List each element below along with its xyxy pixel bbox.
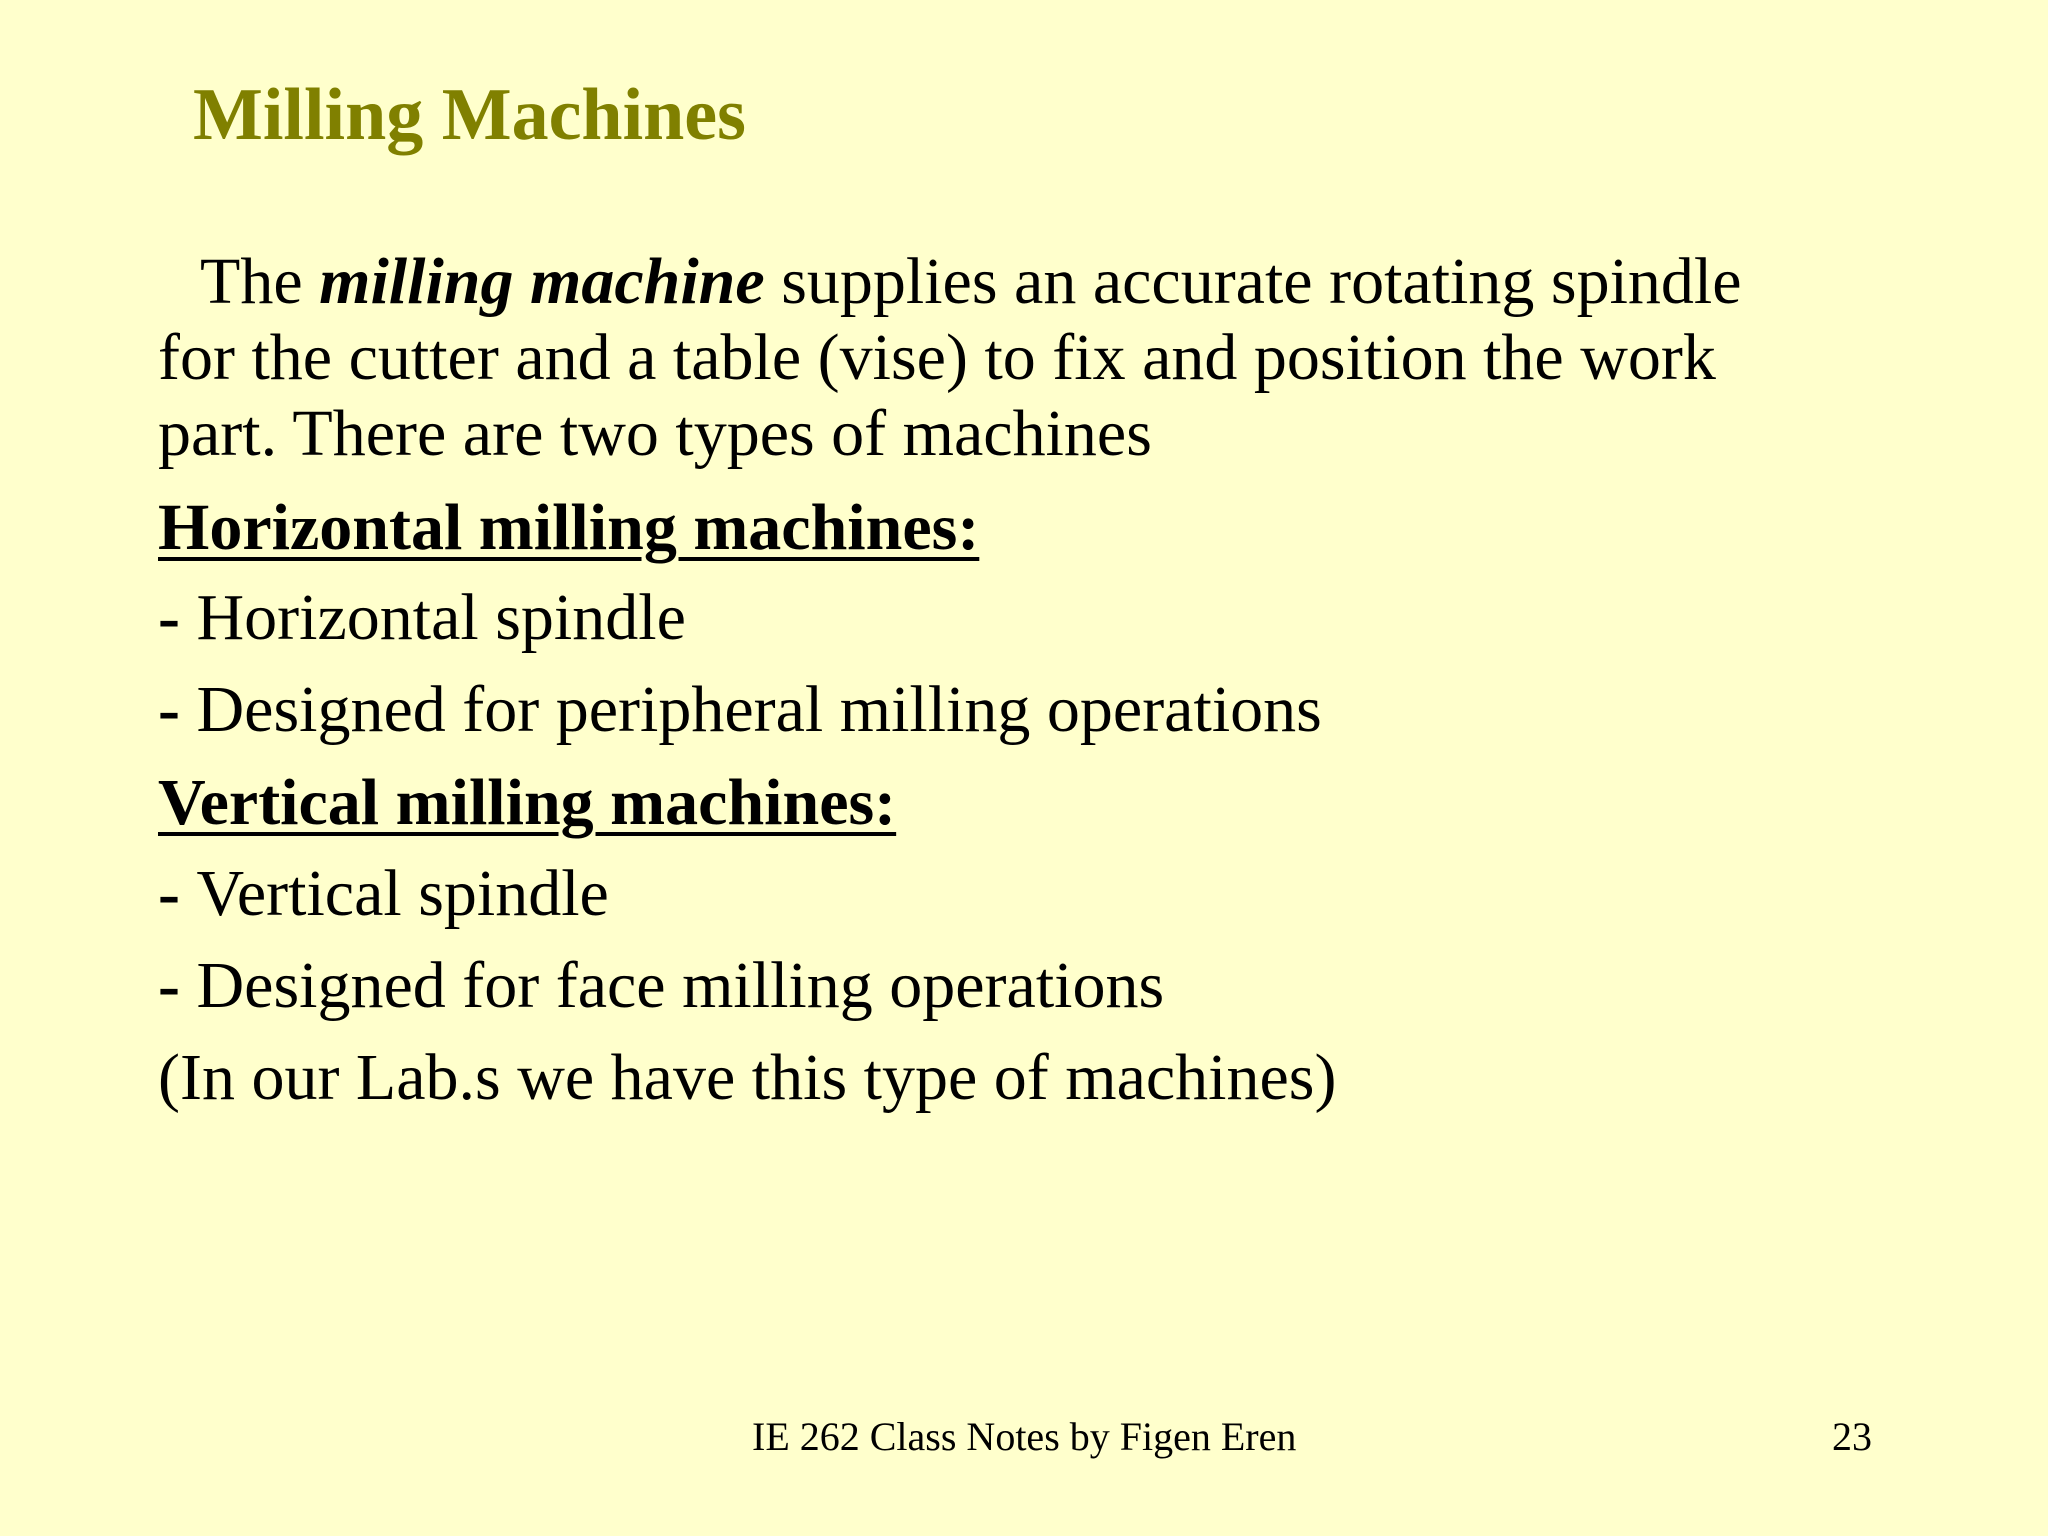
bullet-dash: - bbox=[158, 581, 197, 654]
bullet-text: Horizontal spindle bbox=[196, 581, 686, 654]
intro-emphasis: milling machine bbox=[319, 245, 765, 318]
horizontal-bullet-2 bbox=[158, 672, 1322, 748]
bullet-text: Designed for peripheral milling operations bbox=[196, 673, 1322, 746]
intro-line-1 bbox=[158, 244, 1858, 320]
bullet-text: Vertical spindle bbox=[196, 857, 609, 930]
vertical-machines-heading: Vertical milling machines: bbox=[158, 766, 897, 839]
vertical-bullet-1 bbox=[158, 856, 609, 932]
slide-footer: IE 262 Class Notes by Figen Eren bbox=[752, 1414, 1297, 1459]
bullet-text: Designed for face milling operations bbox=[196, 949, 1165, 1022]
horizontal-bullet-1 bbox=[158, 580, 686, 656]
slide-title: Milling Machines bbox=[193, 74, 746, 156]
page-number: 23 bbox=[1832, 1414, 1872, 1459]
intro-line-3: part. There are two types of machines bbox=[158, 397, 1152, 470]
intro-suffix: supplies an accurate rotating spindle bbox=[764, 245, 1742, 318]
vertical-bullet-2 bbox=[158, 948, 1164, 1024]
bullet-dash: - bbox=[158, 857, 197, 930]
intro-line-2: for the cutter and a table (vise) to fix and position the work bbox=[158, 321, 1716, 394]
horizontal-machines-heading: Horizontal milling machines: bbox=[158, 491, 980, 564]
bullet-dash: - bbox=[158, 949, 197, 1022]
intro-prefix: The bbox=[200, 245, 320, 318]
lab-note: (In our Lab.s we have this type of machines) bbox=[158, 1041, 1337, 1114]
bullet-dash: - bbox=[158, 673, 197, 746]
intro-paragraph bbox=[158, 244, 1858, 472]
